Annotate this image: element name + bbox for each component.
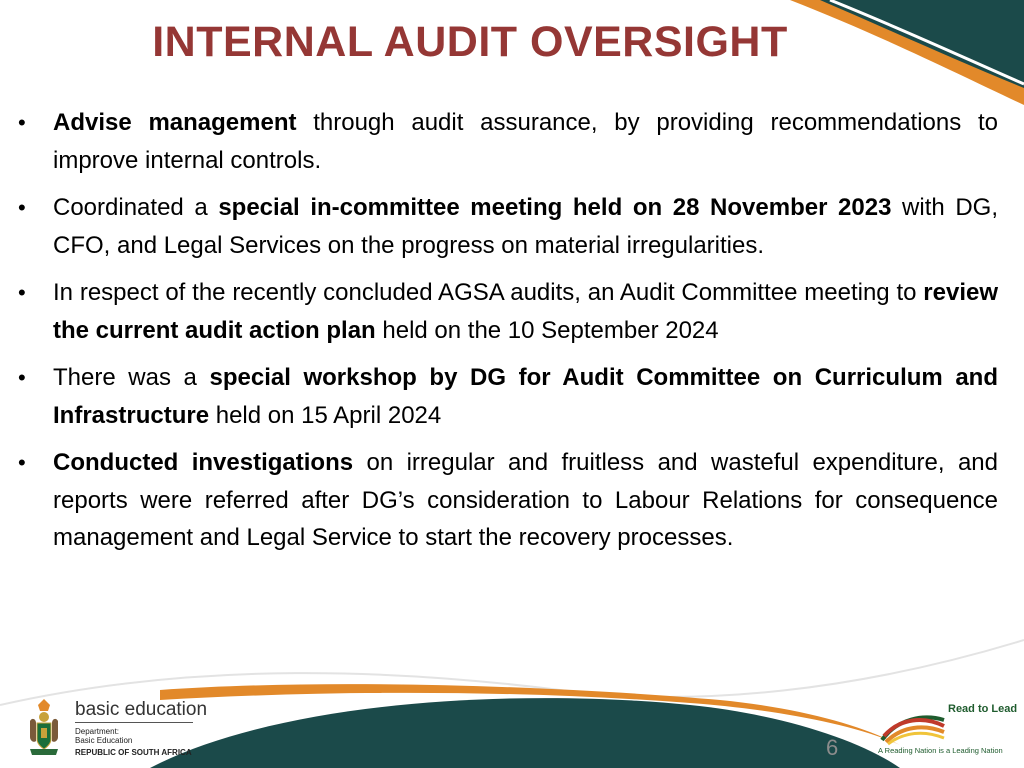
bullet-text: Coordinated a special in-committee meeting held on 28 November 2023 with DG, CFO, and Legal Services on the progress on material irregularities. <box>53 194 998 259</box>
bullet-dot: • <box>18 195 26 220</box>
page-number: 6 <box>826 735 839 760</box>
bullet-text: Conducted investigations on irregular and fruitless and wasteful expenditure, and reports were referred after DG’s consideration to Labour Relations for consequence management and Legal Service to start the recovery processes. <box>53 449 998 551</box>
bullet-dot: • <box>18 280 26 305</box>
bullet-dot: • <box>18 365 26 390</box>
basic-education-logo <box>24 697 214 763</box>
bullet-text: In respect of the recently concluded AGSA audits, an Audit Committee meeting to review the current audit action plan held on the 10 September 2024 <box>53 279 998 344</box>
book-stack-icon <box>878 706 948 746</box>
logo-divider <box>75 722 193 723</box>
read-to-lead-logo <box>878 698 1018 764</box>
dept-line-2: Basic Education <box>75 736 133 745</box>
bullet-item <box>18 359 998 434</box>
org-name: basic education <box>75 699 208 720</box>
bullet-list <box>18 104 998 567</box>
bullet-item <box>18 104 998 179</box>
bullet-text: Advise management through audit assurance, by providing recommendations to improve internal controls. <box>53 109 998 174</box>
slide-title: INTERNAL AUDIT OVERSIGHT <box>152 18 788 66</box>
bullet-dot: • <box>18 450 26 475</box>
campaign-tagline: A Reading Nation is a Leading Nation <box>878 746 1003 755</box>
country-name: REPUBLIC OF SOUTH AFRICA <box>75 748 192 757</box>
coat-of-arms-icon <box>24 697 64 759</box>
dept-line-1: Department: <box>75 727 120 736</box>
bullet-dot: • <box>18 110 26 135</box>
bullet-text: There was a special workshop by DG for Audit Committee on Curriculum and Infrastructure held on 15 April 2024 <box>53 364 998 429</box>
bottom-grey-arc <box>0 640 1024 705</box>
bullet-item <box>18 274 998 349</box>
campaign-title: Read to Lead <box>948 703 1018 715</box>
bullet-item <box>18 189 998 264</box>
bullet-item <box>18 444 998 557</box>
